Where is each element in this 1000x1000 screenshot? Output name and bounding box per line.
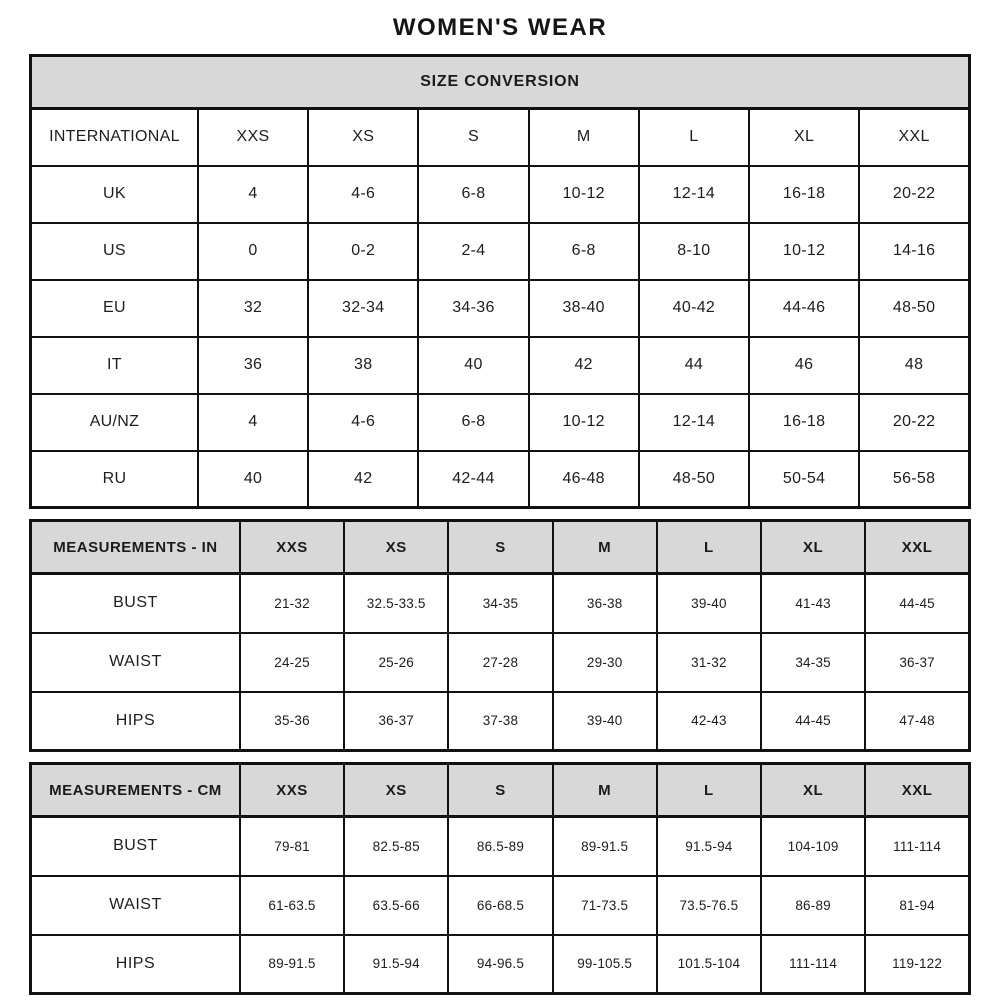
table-cell: 86-89 xyxy=(761,876,865,935)
table-cell: L xyxy=(639,109,749,166)
table-cell: 32-34 xyxy=(308,280,418,337)
table-cell: 79-81 xyxy=(240,817,344,876)
table-cell: 4 xyxy=(198,394,308,451)
table-cell: 41-43 xyxy=(761,574,865,633)
table-cell: 36 xyxy=(198,337,308,394)
table-cell: 46 xyxy=(749,337,859,394)
table-row-waist-cm xyxy=(31,876,970,935)
table-cell: 48 xyxy=(859,337,969,394)
row-label: WAIST xyxy=(31,876,240,935)
page-title: WOMEN'S WEAR xyxy=(392,14,608,41)
table-cell: 16-18 xyxy=(749,394,859,451)
table-cell: 32.5-33.5 xyxy=(344,574,448,633)
table-cell: XXS xyxy=(198,109,308,166)
table-cell: 42-43 xyxy=(657,692,761,751)
table-cell: 99-105.5 xyxy=(553,935,657,994)
table-row-waist-in xyxy=(31,633,970,692)
row-label: INTERNATIONAL xyxy=(31,109,198,166)
table-cell: 12-14 xyxy=(639,394,749,451)
table-cell: 39-40 xyxy=(553,692,657,751)
table-cell: 4 xyxy=(198,166,308,223)
row-label: BUST xyxy=(31,574,240,633)
measurements-in-header: MEASUREMENTS - IN xyxy=(31,521,240,574)
row-label: BUST xyxy=(31,817,240,876)
row-label: AU/NZ xyxy=(31,394,198,451)
table-cell: 48-50 xyxy=(639,451,749,508)
table-cell: 44-45 xyxy=(865,574,969,633)
table-cell: 10-12 xyxy=(529,394,639,451)
column-header: S xyxy=(448,521,552,574)
measurements-cm-table xyxy=(29,762,971,995)
table-cell: 42-44 xyxy=(418,451,528,508)
row-label: WAIST xyxy=(31,633,240,692)
measurements-in-table xyxy=(29,519,971,752)
table-cell: 39-40 xyxy=(657,574,761,633)
table-cell: 111-114 xyxy=(865,817,969,876)
table-row-hips-cm xyxy=(31,935,970,994)
table-cell: 46-48 xyxy=(529,451,639,508)
table-row-us xyxy=(31,223,970,280)
table-cell: 36-38 xyxy=(553,574,657,633)
table-cell: 42 xyxy=(308,451,418,508)
table-cell: 34-36 xyxy=(418,280,528,337)
table-row-eu xyxy=(31,280,970,337)
table-row-uk xyxy=(31,166,970,223)
table-row-hips-in xyxy=(31,692,970,751)
table-cell: 44-45 xyxy=(761,692,865,751)
table-cell: 47-48 xyxy=(865,692,969,751)
table-cell: 4-6 xyxy=(308,166,418,223)
table-cell: 50-54 xyxy=(749,451,859,508)
table-cell: 44-46 xyxy=(749,280,859,337)
table-cell: 10-12 xyxy=(749,223,859,280)
table-cell: 119-122 xyxy=(865,935,969,994)
column-header: XXL xyxy=(865,764,969,817)
table-cell: 66-68.5 xyxy=(448,876,552,935)
row-label: RU xyxy=(31,451,198,508)
table-cell: 2-4 xyxy=(418,223,528,280)
table-cell: 25-26 xyxy=(344,633,448,692)
table-cell: 111-114 xyxy=(761,935,865,994)
column-header: XL xyxy=(761,764,865,817)
size-conversion-header-row xyxy=(31,56,970,109)
table-cell: 31-32 xyxy=(657,633,761,692)
table-cell: 36-37 xyxy=(865,633,969,692)
table-cell: 73.5-76.5 xyxy=(657,876,761,935)
table-cell: 34-35 xyxy=(761,633,865,692)
row-label: UK xyxy=(31,166,198,223)
size-conversion-header: SIZE CONVERSION xyxy=(31,56,970,109)
table-cell: 0-2 xyxy=(308,223,418,280)
table-cell: 71-73.5 xyxy=(553,876,657,935)
table-cell: 40-42 xyxy=(639,280,749,337)
table-cell: 42 xyxy=(529,337,639,394)
column-header: S xyxy=(448,764,552,817)
table-cell: 4-6 xyxy=(308,394,418,451)
row-label: US xyxy=(31,223,198,280)
table-cell: 101.5-104 xyxy=(657,935,761,994)
table-cell: XS xyxy=(308,109,418,166)
table-row-aunz xyxy=(31,394,970,451)
table-cell: 20-22 xyxy=(859,394,969,451)
column-header: XXS xyxy=(240,521,344,574)
size-conversion-table xyxy=(29,54,971,509)
row-label: EU xyxy=(31,280,198,337)
measurements-cm-header-row xyxy=(31,764,970,817)
table-cell: 29-30 xyxy=(553,633,657,692)
column-header: XS xyxy=(344,521,448,574)
table-cell: 20-22 xyxy=(859,166,969,223)
column-header: XL xyxy=(761,521,865,574)
table-cell: 6-8 xyxy=(418,394,528,451)
table-cell: 86.5-89 xyxy=(448,817,552,876)
table-row-ru xyxy=(31,451,970,508)
table-row-international xyxy=(31,109,970,166)
column-header: M xyxy=(553,521,657,574)
measurements-cm-header: MEASUREMENTS - CM xyxy=(31,764,240,817)
table-cell: 94-96.5 xyxy=(448,935,552,994)
table-cell: 6-8 xyxy=(529,223,639,280)
table-cell: S xyxy=(418,109,528,166)
table-cell: 61-63.5 xyxy=(240,876,344,935)
column-header: L xyxy=(657,521,761,574)
table-cell: 10-12 xyxy=(529,166,639,223)
table-cell: 8-10 xyxy=(639,223,749,280)
table-cell: 104-109 xyxy=(761,817,865,876)
column-header: XXS xyxy=(240,764,344,817)
row-label: HIPS xyxy=(31,692,240,751)
column-header: L xyxy=(657,764,761,817)
table-cell: 91.5-94 xyxy=(344,935,448,994)
table-cell: 36-37 xyxy=(344,692,448,751)
row-label: HIPS xyxy=(31,935,240,994)
table-cell: 0 xyxy=(198,223,308,280)
table-cell: XXL xyxy=(859,109,969,166)
column-header: XS xyxy=(344,764,448,817)
table-cell: 44 xyxy=(639,337,749,394)
table-cell: 21-32 xyxy=(240,574,344,633)
row-label: IT xyxy=(31,337,198,394)
table-cell: 40 xyxy=(418,337,528,394)
table-row-it xyxy=(31,337,970,394)
table-row-bust-cm xyxy=(31,817,970,876)
table-cell: XL xyxy=(749,109,859,166)
table-cell: 56-58 xyxy=(859,451,969,508)
table-cell: 89-91.5 xyxy=(240,935,344,994)
table-cell: 34-35 xyxy=(448,574,552,633)
table-cell: 38-40 xyxy=(529,280,639,337)
table-cell: 16-18 xyxy=(749,166,859,223)
column-header: M xyxy=(553,764,657,817)
table-cell: 27-28 xyxy=(448,633,552,692)
table-cell: 32 xyxy=(198,280,308,337)
table-cell: 35-36 xyxy=(240,692,344,751)
table-cell: 14-16 xyxy=(859,223,969,280)
column-header: XXL xyxy=(865,521,969,574)
table-cell: 82.5-85 xyxy=(344,817,448,876)
table-cell: 37-38 xyxy=(448,692,552,751)
table-cell: 40 xyxy=(198,451,308,508)
table-cell: 12-14 xyxy=(639,166,749,223)
table-cell: 89-91.5 xyxy=(553,817,657,876)
table-cell: 38 xyxy=(308,337,418,394)
table-cell: 63.5-66 xyxy=(344,876,448,935)
table-cell: 81-94 xyxy=(865,876,969,935)
table-cell: 6-8 xyxy=(418,166,528,223)
table-cell: M xyxy=(529,109,639,166)
table-cell: 91.5-94 xyxy=(657,817,761,876)
measurements-in-header-row xyxy=(31,521,970,574)
table-cell: 48-50 xyxy=(859,280,969,337)
table-cell: 24-25 xyxy=(240,633,344,692)
table-row-bust-in xyxy=(31,574,970,633)
